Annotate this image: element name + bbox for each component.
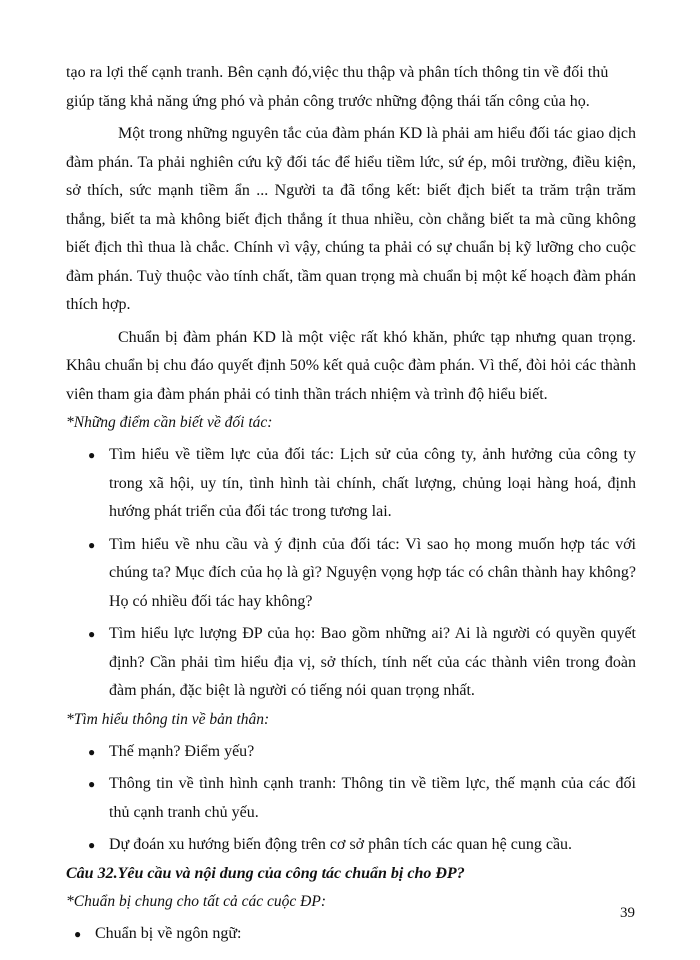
paragraph-3: Chuẩn bị đàm phán KD là một việc rất khó khăn, phức tạp nhưng quan trọng. Khâu chuẩn bị chu đáo quyết định 50% kết quả cuộc đàm phán. Vì thế, đòi hỏi các thành viên tham gia đàm phán phải có tinh thần trách nhiệm và trình độ hiểu biết.: [66, 328, 636, 403]
list-item: [88, 441, 636, 527]
list-item: [88, 770, 636, 827]
list-item-text: Tìm hiểu về tiềm lực của đối tác: Lịch sử của công ty, ảnh hưởng của công ty trong xã hội, uy tín, tình hình tài chính, chất lượng, chủng loại hàng hoá, định hướng phát triển của đối tác trong tương lai.: [109, 446, 636, 520]
list-item-text: Tìm hiểu lực lượng ĐP của họ: Bao gồm những ai? Ai là người có quyền quyết định? Cần phải tìm hiểu địa vị, sở thích, tính nết của các thành viên trong đoàn đàm phán, đặc biệt là người có tiếng nói quan trọng nhất.: [109, 625, 636, 699]
bullet-icon: ●: [88, 448, 96, 462]
document-page: [66, 59, 636, 948]
question-note: *Chuẩn bị chung cho tất cả các cuộc ĐP:: [66, 892, 326, 910]
bullet-icon: ●: [88, 537, 96, 552]
list-item-text: Dự đoán xu hướng biến động trên cơ sở phân tích các quan hệ cung cầu.: [109, 836, 573, 853]
paragraph-1-line-1: tạo ra lợi thế cạnh tranh. Bên cạnh đó,việc thu thập và phân tích thông tin về đối thủ: [66, 64, 609, 81]
list-item-text: Thế mạnh? Điểm yếu?: [109, 742, 255, 760]
bullet-icon: ●: [88, 777, 96, 791]
paragraph-2: Một trong những nguyên tắc của đàm phán KD là phải am hiểu đối tác giao dịch đàm phán. Ta phải nghiên cứu kỹ đối tác để hiểu tiềm lức, sứ ép, môi trường, điều kiện, sở thích, sức mạnh tiềm ẩn ... Người ta đã tổng kết: biết địch biết ta trăm trận trăm thắng, biết ta mà không biết địch thắng ít thua nhiều, còn chẳng biết ta mà cũng không biết địch thì thua là chắc. Chính vì vậy, chúng ta phải có sự chuẩn bị kỹ lưỡng cho cuộc đàm phán. Tuỳ thuộc vào tính chất, tầm quan trọng mà chuẩn bị một kế hoạch đàm phán thích hợp.: [66, 125, 636, 313]
bullet-icon: ●: [88, 627, 96, 641]
list-item: [88, 620, 636, 706]
bullet-icon: ●: [88, 838, 96, 852]
list-item-text: Tìm hiểu về nhu cầu và ý định của đối tác: Vì sao họ mong muốn hợp tác với chúng ta? Mục đích của họ là gì? Nguyện vọng hợp tác có chân thành hay không? Họ có nhiều đối tác hay không?: [109, 535, 636, 610]
question-heading: Câu 32.Yêu cầu và nội dung của công tác chuẩn bị cho ĐP?: [66, 864, 465, 882]
list-item-text: Thông tin về tình hình cạnh tranh: Thông tin về tiềm lực, thế mạnh của các đối thủ cạnh tranh chủ yếu.: [109, 775, 636, 821]
list-item: [74, 920, 636, 949]
list-item: [88, 738, 636, 767]
list-item-text: Chuẩn bị về ngôn ngữ:: [95, 924, 242, 942]
bullet-icon: ●: [88, 744, 96, 759]
page-number: 39: [620, 905, 635, 921]
paragraph-1-line-2: giúp tăng khả năng ứng phó và phản công trước những động thái tấn công của họ.: [66, 92, 590, 110]
partner-section-note: *Những điểm cần biết về đối tác:: [66, 414, 273, 431]
bullet-icon: ●: [74, 926, 82, 941]
list-item: [88, 531, 636, 617]
list-item: [88, 831, 636, 860]
self-section-note: *Tìm hiểu thông tin về bản thân:: [66, 710, 270, 728]
